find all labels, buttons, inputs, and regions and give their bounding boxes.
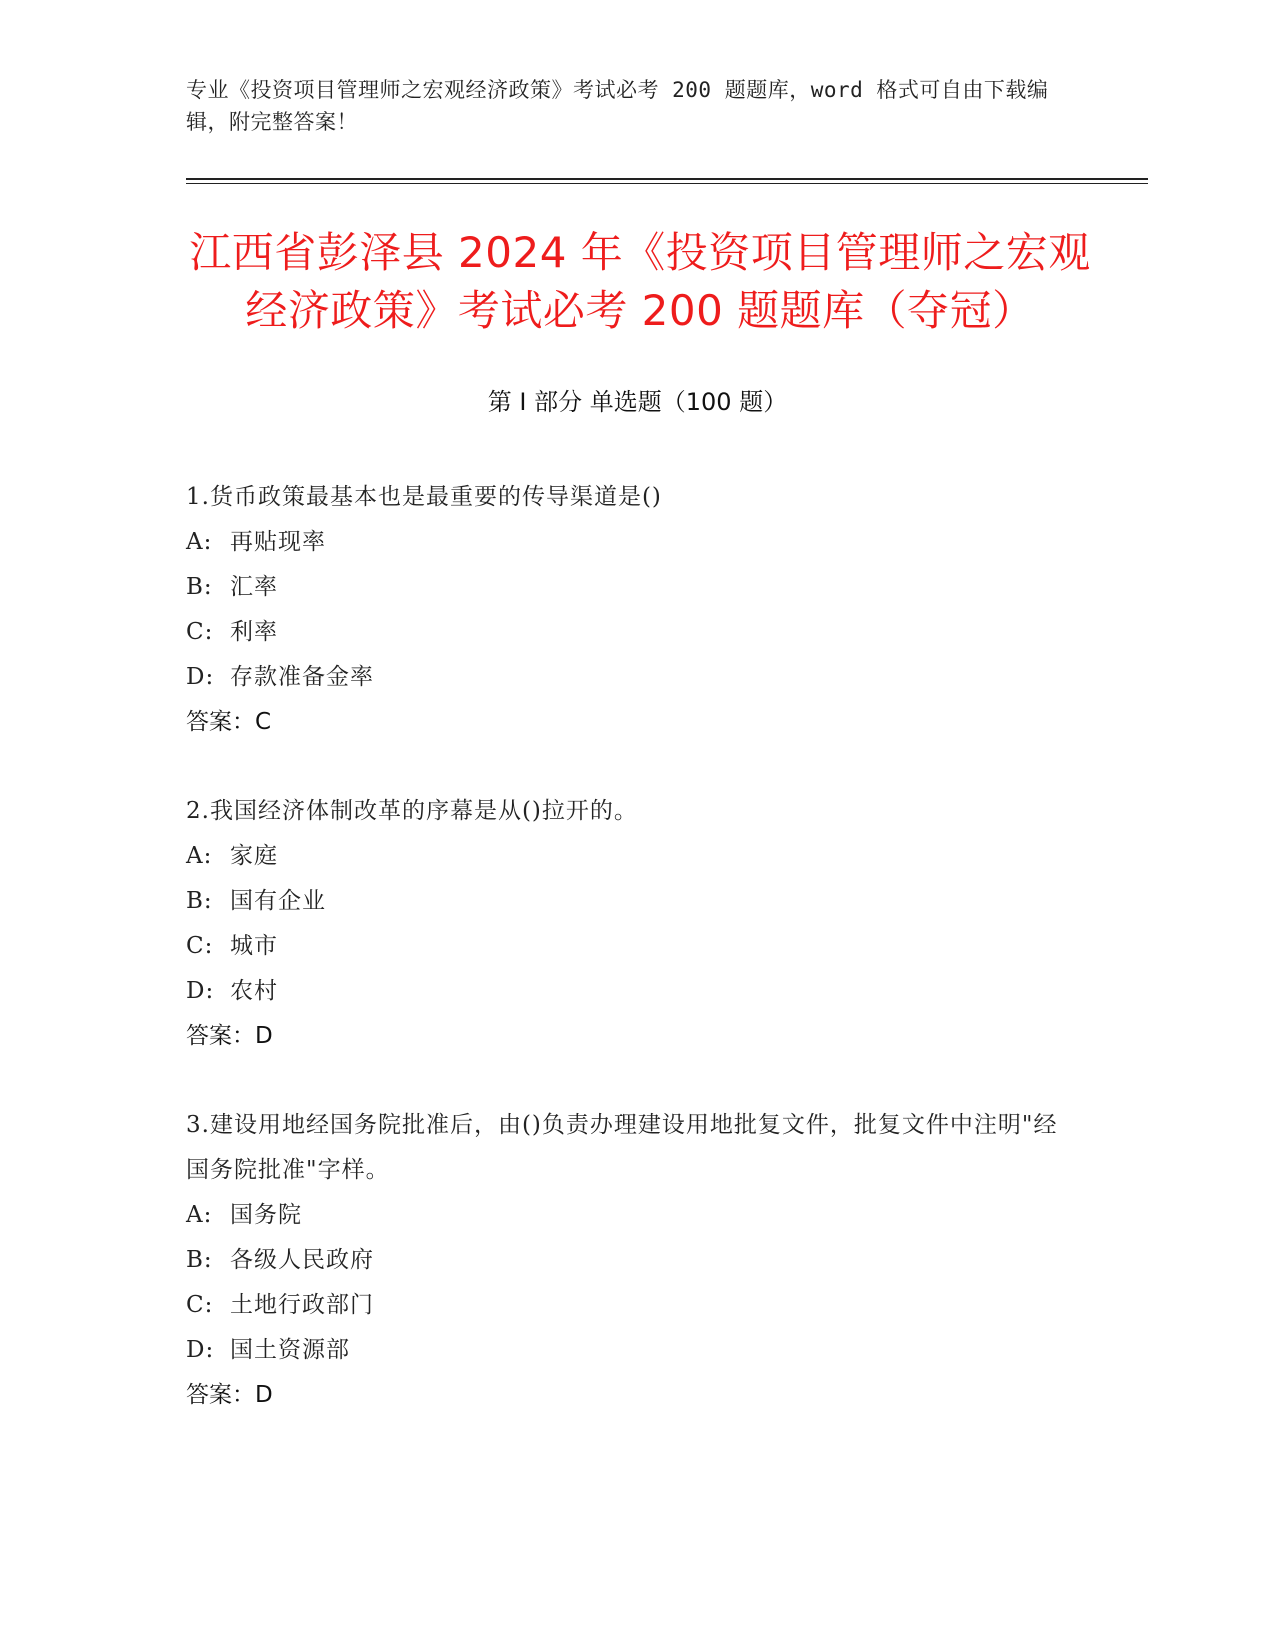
option-text: 各级人民政府 [230, 1247, 374, 1273]
option-key: B: [186, 1247, 213, 1273]
question-answer: 答案：D [186, 1382, 273, 1408]
option-text: 国有企业 [230, 888, 326, 914]
option-text: 汇率 [230, 574, 278, 600]
option-key: D: [186, 1337, 215, 1363]
option-key: C: [186, 619, 214, 645]
option-key: C: [186, 933, 214, 959]
option-text: 国务院 [230, 1202, 302, 1228]
option-key: B: [186, 888, 213, 914]
option-text: 国土资源部 [230, 1337, 350, 1363]
option-text: 再贴现率 [230, 529, 326, 555]
question-answer: 答案：D [186, 1023, 273, 1049]
question-answer: 答案：C [186, 709, 272, 735]
question-option-d [186, 1328, 1066, 1373]
option-text: 存款准备金率 [230, 664, 374, 690]
header-divider-thick [186, 178, 1148, 180]
option-key: A: [186, 529, 213, 555]
option-key: D: [186, 978, 215, 1004]
question-item [186, 789, 1066, 1059]
option-key: D: [186, 664, 215, 690]
option-key: B: [186, 574, 213, 600]
header-note: 专业《投资项目管理师之宏观经济政策》考试必考 200 题题库，word 格式可自由下载编辑，附完整答案！ [186, 78, 1049, 134]
question-stem: 1.货币政策最基本也是最重要的传导渠道是() [186, 484, 662, 510]
document-title: 江西省彭泽县 2024 年《投资项目管理师之宏观经济政策》考试必考 200 题题库（夺冠） [189, 228, 1091, 335]
option-text: 城市 [230, 933, 278, 959]
question-item [186, 1103, 1066, 1418]
question-option-d [186, 655, 1066, 700]
question-item [186, 475, 1066, 745]
option-key: A: [186, 1202, 213, 1228]
question-option-b [186, 1238, 1066, 1283]
option-text: 利率 [230, 619, 278, 645]
question-stem: 3.建设用地经国务院批准后，由()负责办理建设用地批复文件，批复文件中注明"经国务院批准"字样。 [186, 1112, 1058, 1183]
question-option-c [186, 610, 1066, 655]
question-option-b [186, 879, 1066, 924]
option-key: A: [186, 843, 213, 869]
option-text: 土地行政部门 [230, 1292, 374, 1318]
header-divider-thin [186, 183, 1148, 184]
option-text: 农村 [230, 978, 278, 1004]
option-text: 家庭 [230, 843, 278, 869]
option-key: C: [186, 1292, 214, 1318]
question-list [186, 475, 1066, 1462]
question-option-a [186, 834, 1066, 879]
section-heading: 第 I 部分 单选题（100 题） [487, 388, 788, 416]
question-option-a [186, 1193, 1066, 1238]
question-option-d [186, 969, 1066, 1014]
question-option-c [186, 1283, 1066, 1328]
question-option-c [186, 924, 1066, 969]
question-stem: 2.我国经济体制改革的序幕是从()拉开的。 [186, 798, 638, 824]
question-option-b [186, 565, 1066, 610]
question-option-a [186, 520, 1066, 565]
